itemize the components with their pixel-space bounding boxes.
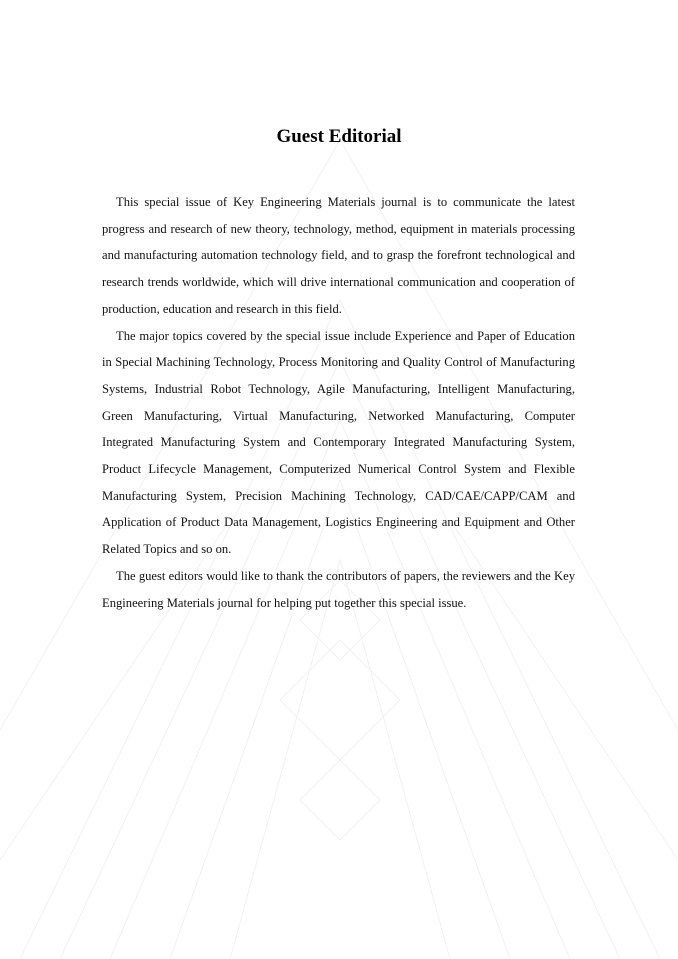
paragraph-3: The guest editors would like to thank the contributors of papers, the reviewers and the Key Engineering Materials journal for helping put together this special issue. [102, 568, 575, 610]
paragraph-2: The major topics covered by the special issue include Experience and Paper of Education in Special Machining Technology, Process Monitoring and Quality Control of Manufacturing Systems, Industrial Robot Technology, Agile Manufacturing, Intelligent Manufacturing, Green Manufacturing, Virtual Manufacturing, Networked Manufacturing, Computer Integrated Manufacturing System and Contemporary Integrated Manufacturing System, Product Lifecycle Management, Computerized Numerical Control System and Flexible Manufacturing System, Precision Machining Technology, CAD/CAE/CAPP/CAM and Application of Product Data Management, Logistics Engineering and Equipment and Other Related Topics and so on. [102, 328, 575, 557]
page-title: Guest Editorial [276, 126, 402, 147]
paragraph-1: This special issue of Key Engineering Materials journal is to communicate the latest progress and research of new theory, technology, method, equipment in materials processing and manufacturing automation technology field, and to grasp the forefront technological and research trends worldwide, which will drive international communication and cooperation of production, education and research in this field. [102, 195, 575, 316]
editorial-body [102, 189, 575, 616]
